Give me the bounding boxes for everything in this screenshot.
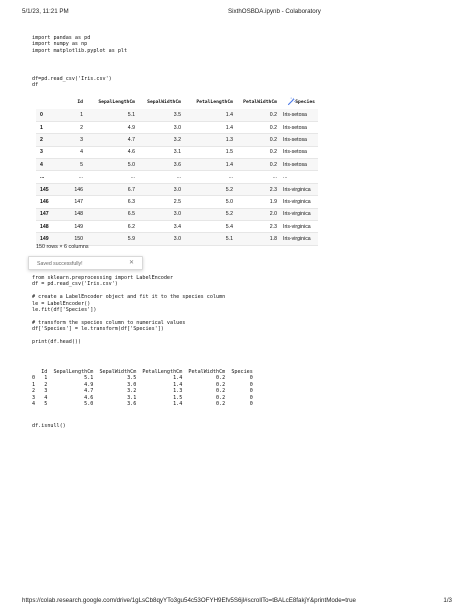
cell-species: Iris-virginica xyxy=(280,183,318,195)
print-url: https://colab.research.google.com/drive/1gLsCb8qyYTo3gu54c53OFYH9Efv5S6jl#scrollTo=tBALcE8fakjY&printMode=true xyxy=(22,597,356,604)
cell-petal-width: 0.2 xyxy=(236,146,280,158)
cell-petal-width: ... xyxy=(236,171,280,183)
cell-petal-width: 2.3 xyxy=(236,183,280,195)
cell-sepal-width: 3.0 xyxy=(138,183,184,195)
cell-sepal-width: 3.0 xyxy=(138,208,184,220)
save-toast xyxy=(28,256,143,270)
cell-species: Iris-setosa xyxy=(280,146,318,158)
cell-petal-length: 5.0 xyxy=(184,196,236,208)
cell-sepal-length: 6.3 xyxy=(86,196,138,208)
cell-id: 4 xyxy=(64,146,86,158)
table-row xyxy=(36,196,318,208)
column-header-sepal-length: SepalLengthCm xyxy=(98,99,135,105)
cell-sepal-width: 3.4 xyxy=(138,221,184,233)
row-index: ... xyxy=(36,171,64,183)
column-header-petal-length: PetalLengthCm xyxy=(196,99,233,105)
column-header-index xyxy=(36,95,64,109)
row-index: 145 xyxy=(36,183,64,195)
row-index: 0 xyxy=(36,109,64,121)
table-row xyxy=(36,134,318,146)
dataframe-shape: 150 rows × 6 columns xyxy=(36,244,89,250)
toast-message: Saved successfully! xyxy=(37,261,83,267)
column-header-petal-width: PetalWidthCm xyxy=(243,99,277,105)
cell-id: 2 xyxy=(64,121,86,133)
column-header-sepal-width: SepalWidthCm xyxy=(147,99,181,105)
cell-petal-width: 2.3 xyxy=(236,221,280,233)
row-index: 1 xyxy=(36,121,64,133)
cell-id: 146 xyxy=(64,183,86,195)
cell-id: 1 xyxy=(64,109,86,121)
cell-species: Iris-virginica xyxy=(280,233,318,245)
cell-sepal-length: 5.0 xyxy=(86,159,138,171)
cell-id: 148 xyxy=(64,208,86,220)
table-row xyxy=(36,109,318,121)
cell-petal-width: 0.2 xyxy=(236,159,280,171)
table-row xyxy=(36,159,318,171)
magic-wand-icon[interactable] xyxy=(287,97,296,106)
table-row-ellipsis xyxy=(36,171,318,183)
cell-petal-width: 0.2 xyxy=(236,134,280,146)
cell-petal-length: 5.1 xyxy=(184,233,236,245)
cell-petal-width: 1.8 xyxy=(236,233,280,245)
cell-petal-length: 5.4 xyxy=(184,221,236,233)
cell-petal-length: 1.5 xyxy=(184,146,236,158)
table-row xyxy=(36,183,318,195)
cell-id: 5 xyxy=(64,159,86,171)
cell-sepal-width: 3.1 xyxy=(138,146,184,158)
cell-sepal-width: 2.5 xyxy=(138,196,184,208)
cell-sepal-width: 3.0 xyxy=(138,233,184,245)
cell-petal-width: 0.2 xyxy=(236,109,280,121)
page-number: 1/3 xyxy=(443,597,452,604)
table-header-row xyxy=(36,95,318,109)
cell-species: ... xyxy=(280,171,318,183)
row-index: 148 xyxy=(36,221,64,233)
close-icon[interactable]: ✕ xyxy=(128,260,134,266)
cell-species: Iris-virginica xyxy=(280,196,318,208)
cell-id: 3 xyxy=(64,134,86,146)
cell-id: 150 xyxy=(64,233,86,245)
head-output: Id SepalLengthCm SepalWidthCm PetalLengthCm PetalWidthCm Species 0 1 5.1 3.5 1.4 0.2 0 1 2 4.9 3.0 1.4 0.2 0 2 3 4.7 3.2 1.3 0.2 0 3 4 4.6 3.1 1.5 0.2 0 4 5 5.0 3.6 1.4 0.2 0 xyxy=(32,369,253,408)
cell-sepal-width: 3.2 xyxy=(138,134,184,146)
cell-species: Iris-setosa xyxy=(280,159,318,171)
cell-id: ... xyxy=(64,171,86,183)
code-cell-read-csv[interactable]: df=pd.read_csv('Iris.csv') df xyxy=(32,76,112,89)
cell-petal-length: ... xyxy=(184,171,236,183)
cell-sepal-length: 6.2 xyxy=(86,221,138,233)
cell-sepal-length: 5.1 xyxy=(86,109,138,121)
print-datetime: 5/1/23, 11:21 PM xyxy=(22,8,69,15)
cell-species: Iris-virginica xyxy=(280,221,318,233)
print-title: SixthOSBDA.ipynb - Colaboratory xyxy=(228,8,321,15)
cell-sepal-width: 3.5 xyxy=(138,109,184,121)
row-index: 149 xyxy=(36,233,64,245)
table-row xyxy=(36,208,318,220)
column-header-id: Id xyxy=(77,99,83,105)
cell-species: Iris-setosa xyxy=(280,109,318,121)
table-row xyxy=(36,146,318,158)
dataframe-output-table xyxy=(36,95,318,246)
cell-sepal-length: 5.9 xyxy=(86,233,138,245)
table-row xyxy=(36,121,318,133)
cell-petal-length: 1.3 xyxy=(184,134,236,146)
cell-id: 147 xyxy=(64,196,86,208)
cell-sepal-length: ... xyxy=(86,171,138,183)
cell-petal-width: 0.2 xyxy=(236,121,280,133)
cell-sepal-width: ... xyxy=(138,171,184,183)
cell-sepal-width: 3.6 xyxy=(138,159,184,171)
cell-petal-length: 5.2 xyxy=(184,208,236,220)
cell-petal-length: 1.4 xyxy=(184,109,236,121)
code-cell-imports[interactable]: import pandas as pd import numpy as np import matplotlib.pyplot as plt xyxy=(32,35,128,54)
cell-sepal-length: 6.7 xyxy=(86,183,138,195)
row-index: 2 xyxy=(36,134,64,146)
row-index: 4 xyxy=(36,159,64,171)
row-index: 146 xyxy=(36,196,64,208)
code-cell-label-encoder[interactable]: from sklearn.preprocessing import LabelEncoder df = pd.read_csv('Iris.csv') # create a LabelEncoder object and fit it to the species column le = LabelEncoder() le.fit(df['Species']) # transform the species column to numerical values df['Species'] = le.transform(df['Species']) print(df.head()) xyxy=(32,275,226,346)
cell-petal-length: 1.4 xyxy=(184,159,236,171)
cell-sepal-width: 3.0 xyxy=(138,121,184,133)
cell-petal-width: 2.0 xyxy=(236,208,280,220)
cell-petal-length: 5.2 xyxy=(184,183,236,195)
cell-sepal-length: 4.7 xyxy=(86,134,138,146)
cell-sepal-length: 4.9 xyxy=(86,121,138,133)
code-cell-isnull[interactable]: df.isnull() xyxy=(32,423,66,429)
cell-species: Iris-virginica xyxy=(280,208,318,220)
table-row xyxy=(36,221,318,233)
cell-species: Iris-setosa xyxy=(280,134,318,146)
cell-id: 149 xyxy=(64,221,86,233)
cell-sepal-length: 4.6 xyxy=(86,146,138,158)
cell-petal-width: 1.9 xyxy=(236,196,280,208)
column-header-species: Species xyxy=(295,99,315,105)
cell-species: Iris-setosa xyxy=(280,121,318,133)
cell-petal-length: 1.4 xyxy=(184,121,236,133)
row-index: 147 xyxy=(36,208,64,220)
row-index: 3 xyxy=(36,146,64,158)
cell-sepal-length: 6.5 xyxy=(86,208,138,220)
